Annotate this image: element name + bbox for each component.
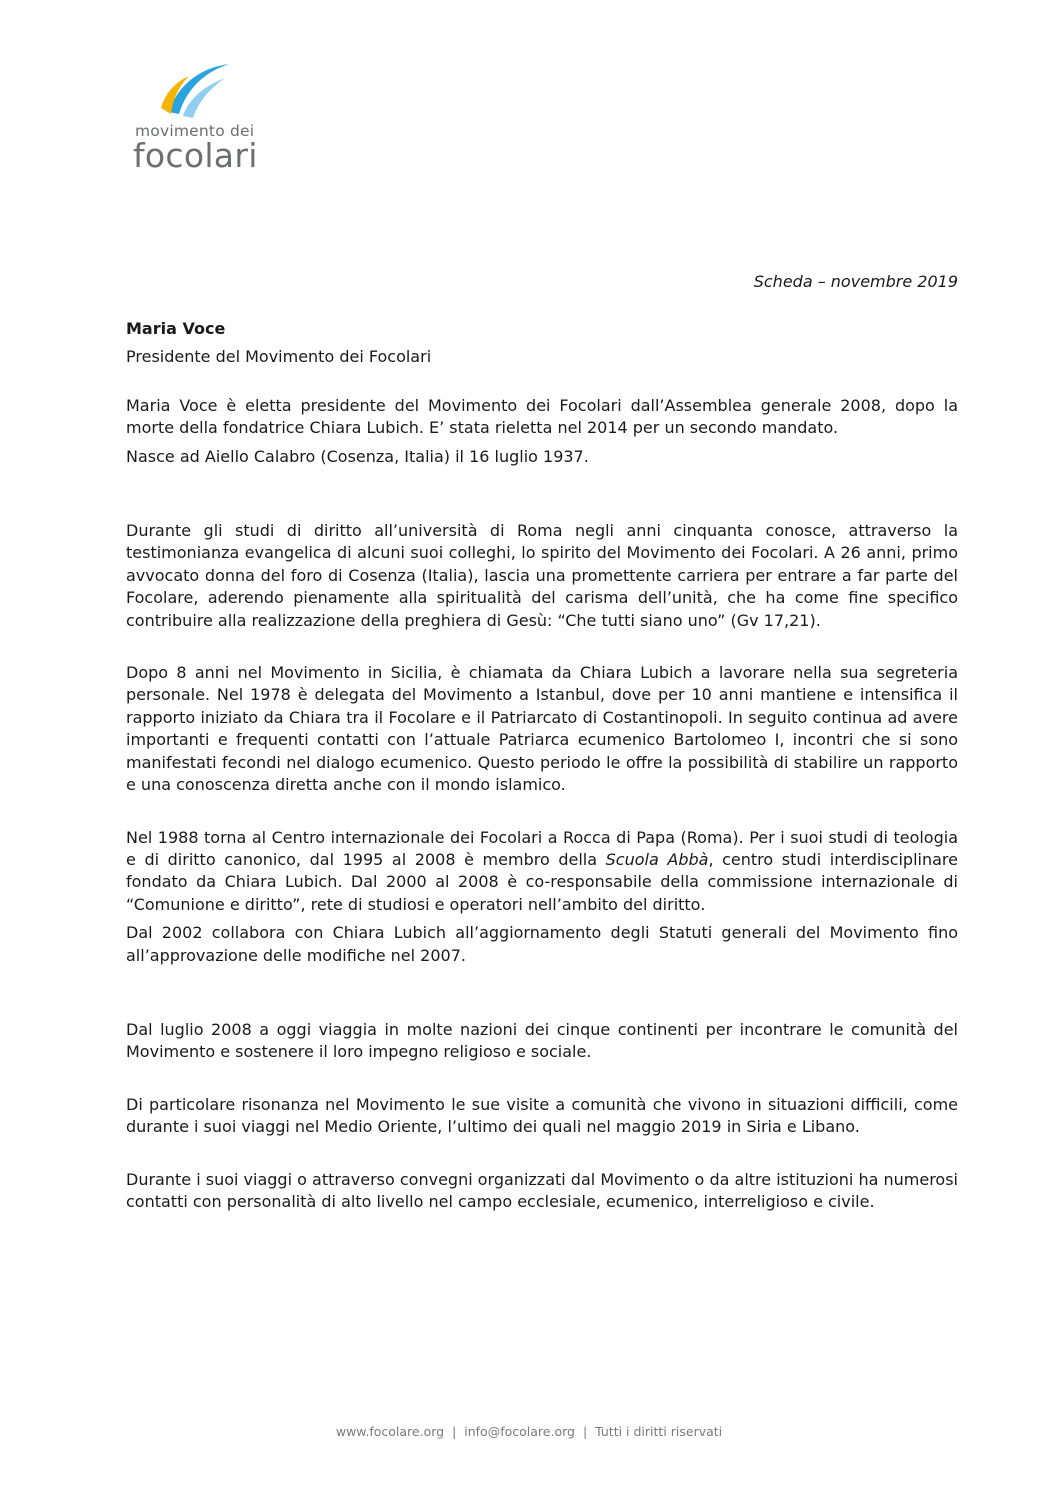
focolari-logo xyxy=(133,58,283,184)
logo-text-small: movimento dei xyxy=(135,122,255,140)
paragraph-middle-east: Di particolare risonanza nel Movimento le sue visite a comunità che vivono in situazioni difficili, come durante i suoi viaggi nel Medio Oriente, l’ultimo dei quali nel maggio 2019 in Siria e Libano. xyxy=(126,1094,958,1137)
paragraph-election: Maria Voce è eletta presidente del Movimento dei Focolari dall’Assemblea generale 2008, dopo la morte della fondatrice Chiara Lubich. E’ stata rieletta nel 2014 per un secondo mandato. xyxy=(126,395,958,438)
document-body xyxy=(126,318,958,1213)
paragraph-birth: Nasce ad Aiello Calabro (Cosenza, Italia) il 16 luglio 1937. xyxy=(126,446,589,466)
scuola-abba-italic: Scuola Abbà xyxy=(605,849,709,869)
paragraph-text: , centro studi interdisciplinare fondato da Chiara Lubich. Dal 2000 al 2008 è co-responsabile della commissione internazionale di “Comunione e diritto”, rete di studiosi e operatori nell’ambito del diritto. xyxy=(126,849,958,914)
logo-text-large: focolari xyxy=(133,136,258,175)
footer-rights: Tutti i diritti riservati xyxy=(595,1424,723,1439)
page-footer xyxy=(0,1424,1058,1439)
person-role: Presidente del Movimento dei Focolari xyxy=(126,347,432,367)
person-name: Maria Voce xyxy=(126,319,226,338)
paragraph-text: Nel 1988 torna al Centro internazionale dei Focolari a Rocca di Papa (Roma). Per i suoi studi di teologia e di diritto canonico, dal 1995 al 2008 è membro della xyxy=(126,827,958,869)
paragraph-rocca-di-papa xyxy=(126,827,958,917)
paragraph-statutes: Dal 2002 collabora con Chiara Lubich all’aggiornamento degli Statuti generali del Movimento fino all’approvazione delle modifiche nel 2007. xyxy=(126,923,958,965)
footer-website-link[interactable]: www.focolare.org xyxy=(335,1424,445,1439)
document-date: Scheda – novembre 2019 xyxy=(753,272,958,291)
focolari-swoosh-icon xyxy=(155,58,231,118)
footer-separator: | xyxy=(452,1424,457,1439)
paragraph-istanbul: Dopo 8 anni nel Movimento in Sicilia, è chiamata da Chiara Lubich a lavorare nella sua segreteria personale. Nel 1978 è delegata del Movimento a Istanbul, dove per 10 anni mantiene e intensifica il rapporto iniziato da Chiara tra il Focolare e il Patriarcato di Costantinopoli. In seguito continua ad avere importanti e frequenti contatti con l’attuale Patriarca ecumenico Bartolomeo I, incontri che si sono manifestati fecondi nel dialogo ecumenico. Questo periodo le offre la possibilità di stabilire un rapporto e una conoscenza diretta anche con il mondo islamico. xyxy=(126,663,958,795)
paragraph-contacts: Durante i suoi viaggi o attraverso convegni organizzati dal Movimento o da altre istituzioni ha numerosi contatti con personalità di alto livello nel campo ecclesiale, ecumenico, interreligioso e civile. xyxy=(126,1169,958,1211)
paragraph-studies: Durante gli studi di diritto all’università di Roma negli anni cinquanta conosce, attraverso la testimonianza evangelica di alcuni suoi colleghi, lo spirito del Movimento dei Focolari. A 26 anni, primo avvocato donna del foro di Cosenza (Italia), lascia una promettente carriera per entrare a far parte del Focolare, aderendo pienamente alla spiritualità del carisma dell’unità, che ha come fine specifico contribuire alla realizzazione della preghiera di Gesù: “Che tutti siano uno” (Gv 17,21). xyxy=(126,521,958,630)
footer-email-link[interactable]: info@focolare.org xyxy=(464,1424,575,1439)
footer-separator: | xyxy=(582,1424,588,1439)
paragraph-travels: Dal luglio 2008 a oggi viaggia in molte nazioni dei cinque continenti per incontrare le comunità del Movimento e sostenere il loro impegno religioso e sociale. xyxy=(126,1019,958,1062)
